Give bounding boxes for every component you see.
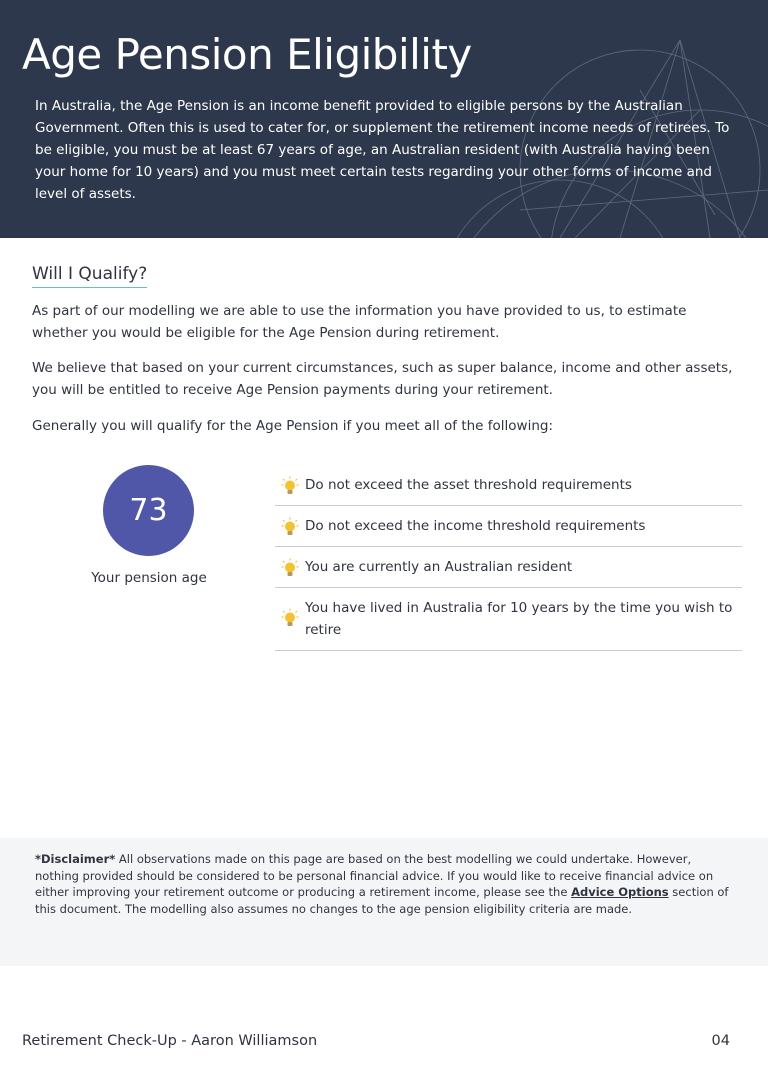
page-title: Age Pension Eligibility [22,30,472,79]
disclaimer-text [35,851,735,917]
disclaimer-body: All observations made on this page are based on the best modelling we could undertake. However, nothing provided should be considered to be personal financial advice. If you would like to receive financial advice on either improving your retirement outcome or producing a retirement income, please see the [35,852,714,900]
criteria-text: Do not exceed the asset threshold requirements [305,477,632,493]
criteria-item [275,547,742,588]
disclaimer-label: *Disclaimer* [35,852,116,866]
criteria-item [275,588,742,651]
criteria-text: Do not exceed the income threshold requirements [305,518,646,534]
criteria-text: You have lived in Australia for 10 years by the time you wish to retire [305,600,733,638]
criteria-item [275,506,742,547]
page-header [0,0,768,238]
footer-document-title: Retirement Check-Up - Aaron Williamson [22,1033,318,1049]
lightbulb-icon [281,517,299,537]
disclaimer-box [0,838,768,966]
lightbulb-icon [281,608,299,628]
intro-text: In Australia, the Age Pension is an income benefit provided to eligible persons by the Australian Government. Often this is used to cater for, or supplement the retirement income needs of retirees. To be eligible, you must be at least 67 years of age, an Australian resident (with Australia having been your home for 10 years) and you must meet certain tests regarding your other forms of income and level of assets. [35,98,730,202]
pension-age-circle [103,465,194,556]
lightbulb-icon [281,558,299,578]
qualify-paragraph: Generally you will qualify for the Age Pension if you meet all of the following: [32,418,554,434]
section-title: Will I Qualify? [32,264,147,288]
eligibility-criteria-list [275,465,742,651]
lightbulb-icon [281,476,299,496]
pension-age-label: Your pension age [91,570,207,586]
advice-options-link[interactable]: Advice Options [571,885,669,900]
pension-age-value: 73 [129,493,168,528]
entitlement-paragraph: We believe that based on your current circumstances, such as super balance, income and other assets, you will be entitled to receive Age Pension payments during your retirement. [32,360,733,398]
criteria-text: You are currently an Australian resident [305,559,573,575]
disclaimer-body-end: section of this document. The modelling also assumes no changes to the age pension eligibility criteria are made. [35,885,729,916]
modelling-paragraph: As part of our modelling we are able to use the information you have provided to us, to estimate whether you would be eligible for the Age Pension during retirement. [32,303,687,341]
page-number: 04 [711,1033,730,1049]
criteria-item [275,465,742,506]
